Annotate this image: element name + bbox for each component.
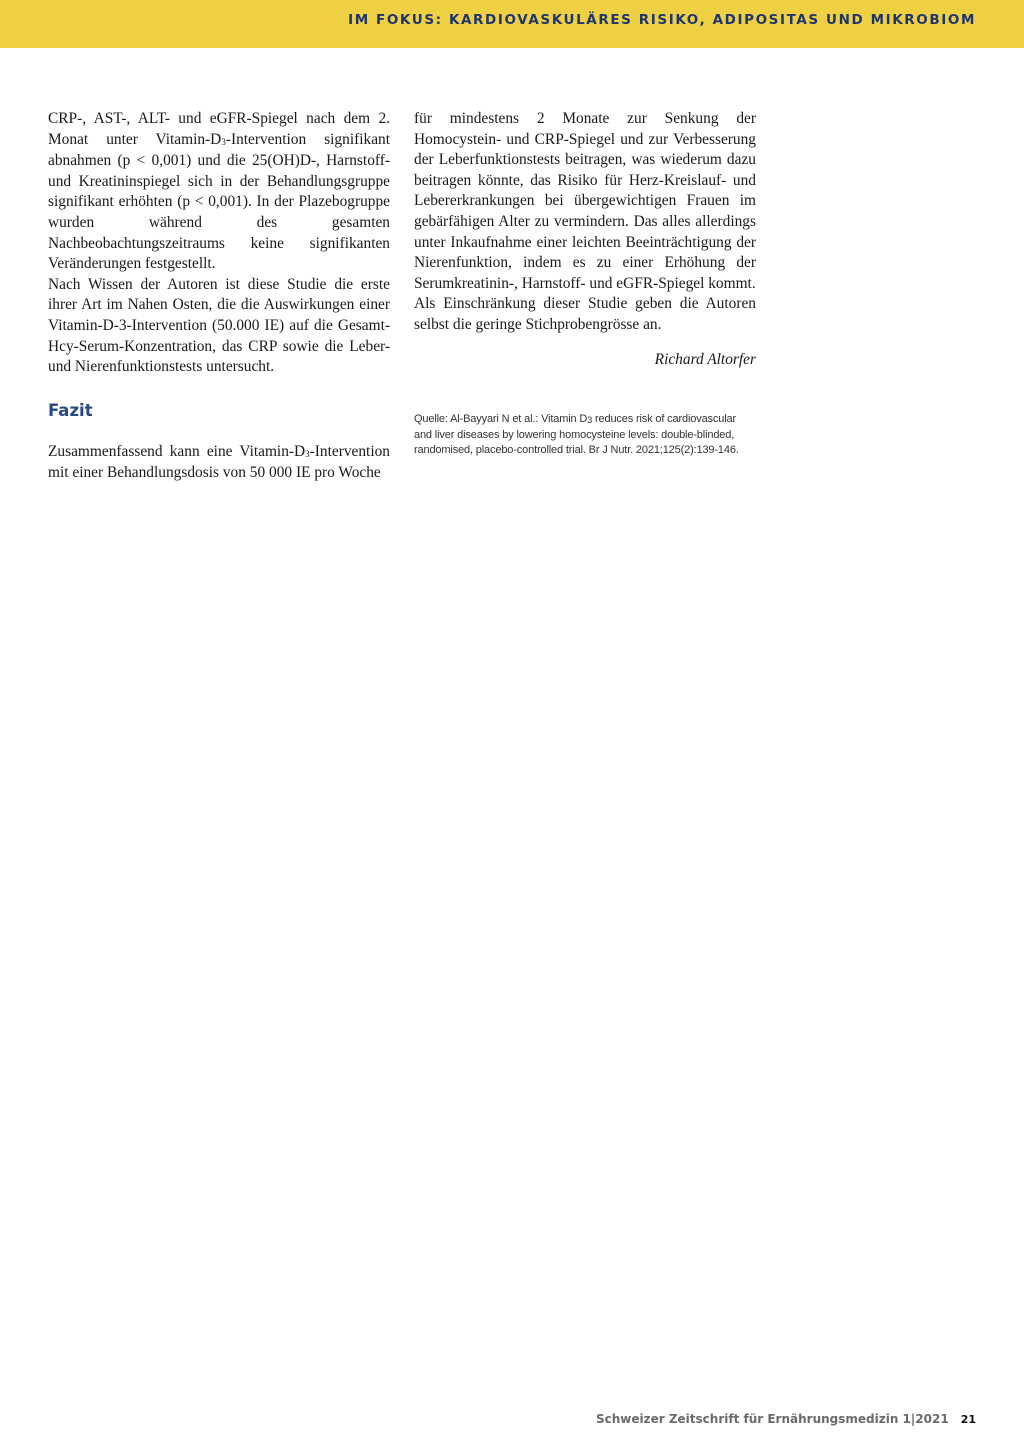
author-name: Richard Altorfer <box>654 350 756 368</box>
subscript: 3 <box>587 415 593 426</box>
text-run: Zusammenfassend kann eine Vitamin-D <box>48 442 306 460</box>
header-band <box>0 0 1024 48</box>
page-footer <box>596 1412 976 1426</box>
text-run: Quelle: Al-Bayyari N et al.: Vitamin D <box>414 413 588 426</box>
paragraph-results <box>48 109 390 275</box>
text-run: -Intervention signifikant abnahmen (p < 0,001) und die 25(OH)D-, Harnstoff- und Kreatininspiegel sich in der Behandlungsgruppe signifikant erhöhten (p < 0,001). In der Plazebogruppe wurden während des gesamten Nachbeobachtungszeitraums keine signifikanten Veränderungen festgestellt. <box>48 130 390 273</box>
paragraph-conclusion <box>48 442 390 484</box>
text-run: CRP-, AST-, ALT- und eGFR-Spiegel nach dem 2. Monat unter Vitamin-D <box>48 110 390 148</box>
section-title: IM FOKUS: KARDIOVASKULÄRES RISIKO, ADIPOSITAS UND MIKROBIOM <box>348 12 976 28</box>
source-citation <box>414 412 756 459</box>
left-column <box>48 109 390 484</box>
page-number: 21 <box>960 1413 976 1426</box>
text-run: -Intervention mit einer Behandlungsdosis von 50 000 IE pro Woche <box>48 442 390 482</box>
text-run: reduces risk of cardiovascular and liver diseases by lowering homocysteine levels: double-blinded, randomised, placebo-controlled trial. Br J Nutr. 2021;125(2):139-146. <box>414 413 739 457</box>
heading-fazit: Fazit <box>48 400 93 420</box>
paragraph-limitation: Als Einschränkung dieser Studie geben die Autoren selbst die geringe Stichprobengrösse an. <box>414 295 756 333</box>
journal-name: Schweizer Zeitschrift für Ernährungsmedizin 1|2021 <box>595 1412 949 1426</box>
subscript: 3 <box>305 448 310 459</box>
right-column <box>414 109 756 459</box>
subscript: 3 <box>221 136 226 147</box>
paragraph-novelty: Nach Wissen der Autoren ist diese Studie die erste ihrer Art im Nahen Osten, die die Auswirkungen einer Vitamin-D-3-Intervention (50.000 IE) auf die Gesamt-Hcy-Serum-Konzentration, das CRP sowie die Leber- und Nierenfunktionstests untersucht. <box>48 275 390 376</box>
paragraph-conclusion-cont: für mindestens 2 Monate zur Senkung der Homocystein- und CRP-Spiegel und zur Verbesserung der Leberfunktionstests beitragen, was wiederum dazu beitragen könnte, das Risiko für Herz-Kreislauf- und Lebererkrankungen bei übergewichtigen Frauen im gebärfähigen Alter zu vermindern. Das alles allerdings unter Inkaufnahme einer leichten Beeinträchtigung der Nierenfunktion, indem es zu einer Erhöhung der Serumkreatinin-, Harnstoff- und eGFR-Spiegel kommt. <box>414 110 756 292</box>
